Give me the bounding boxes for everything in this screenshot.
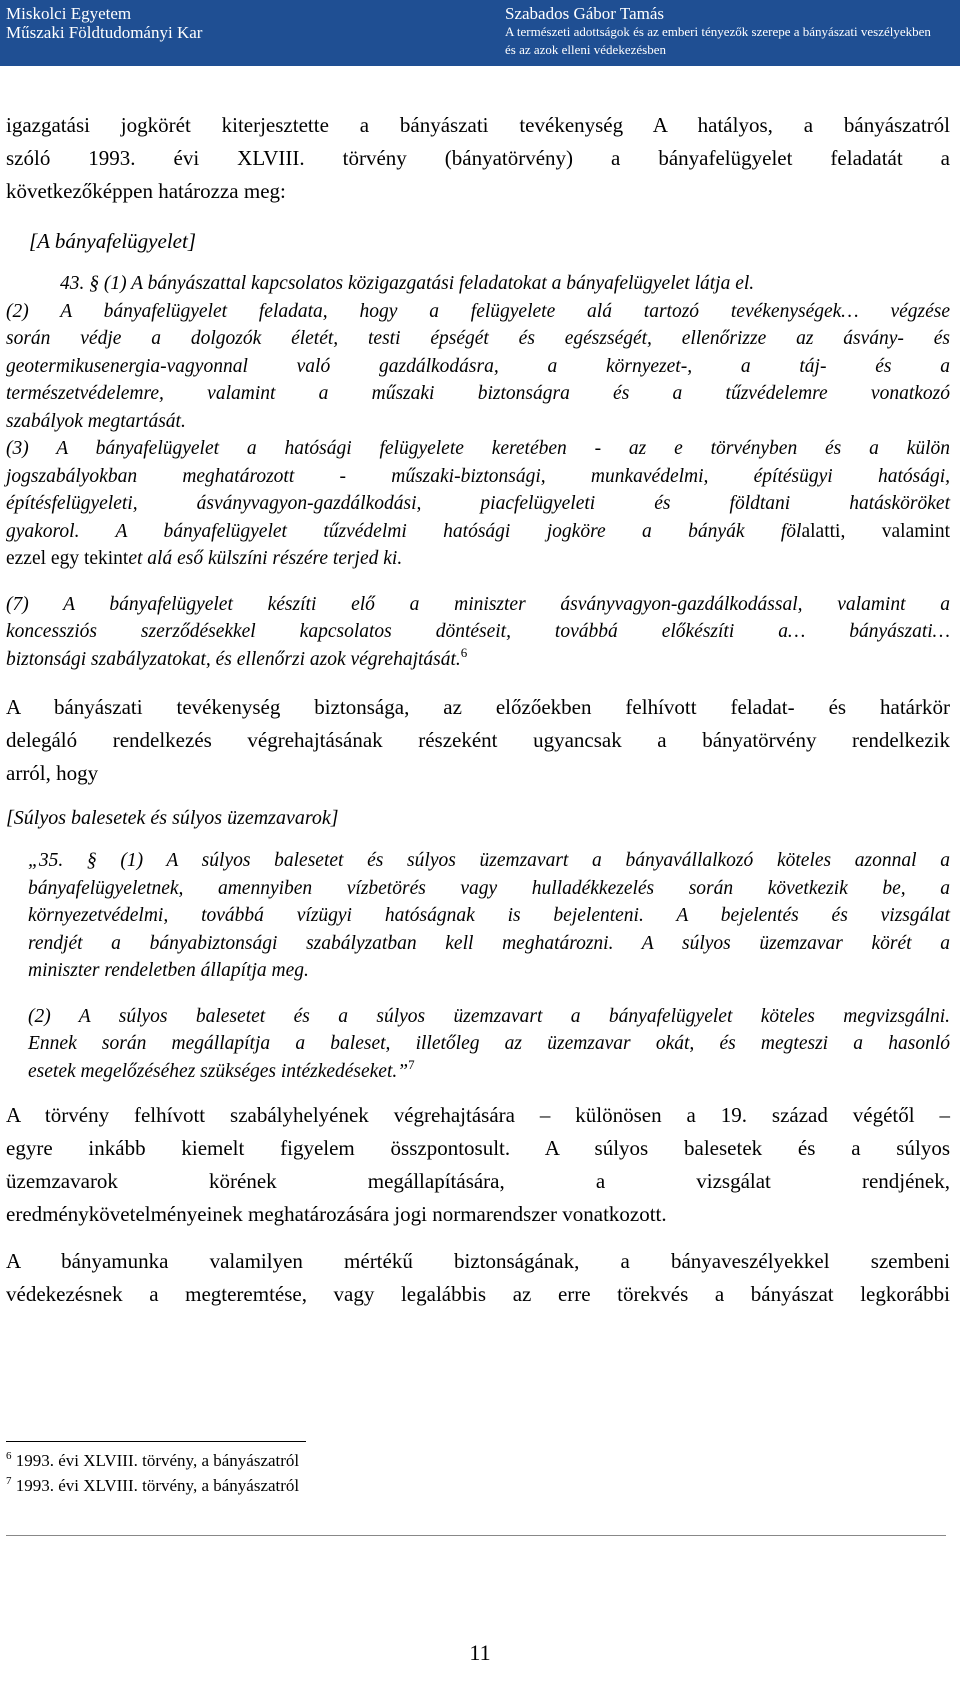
text-line: eredménykövetelményeinek meghatározására jogi normarendszer vonatkozott. <box>6 1202 667 1226</box>
footnotes <box>6 1448 299 1498</box>
page-header <box>0 0 960 66</box>
text-line: A bányamunka valamilyen mértékű biztonságának, a bányaveszélyekkel szembeni <box>6 1249 950 1273</box>
text-line: ezzel egy tekintet alá eső külszíni részére terjed ki. <box>6 548 403 569</box>
header-faculty: Műszaki Földtudományi Kar <box>6 23 203 42</box>
footnote-ref-6[interactable]: 6 <box>460 644 468 660</box>
page-number: 11 <box>469 1640 491 1665</box>
header-title-line-1: A természeti adottságok és az emberi tényezők szerepe a bányászati veszélyekben <box>505 24 931 39</box>
quote-section-35 <box>6 847 950 1085</box>
text-line: igazgatási jogkörét kiterjesztette a bányászati tevékenység A hatályos, a bányászatról <box>6 113 950 137</box>
text-line: (7) A bányafelügyelet készíti elő a miniszter ásványvagyon-gazdálkodással, valamint a <box>6 593 950 615</box>
text-line: (2) A bányafelügyelet feladata, hogy a felügyelete alá tartozó tevékenységek… végzése <box>6 300 950 322</box>
header-university: Miskolci Egyetem <box>6 4 132 23</box>
section-heading-sulyos-balesetek: [Súlyos balesetek és súlyos üzemzavarok] <box>6 807 339 829</box>
text-line: „35. § (1) A súlyos balesetet és súlyos üzemzavart a bányavállalkozó köteles azonnal a <box>28 850 950 871</box>
header-title-line-2: és az azok elleni védekezésben <box>505 42 666 57</box>
text-line: gyakorol. A bányafelügyelet tűzvédelmi hatósági jogköre a bányák fölalatti, valamint <box>6 520 950 542</box>
header-thesis-info <box>505 4 950 59</box>
text-line: miniszter rendeletben állapítja meg. <box>28 960 309 981</box>
text-line: bányafelügyeletnek, amennyiben vízbetörés vagy hulladékkezelés során következik be, a <box>28 877 950 899</box>
paragraph-3 <box>6 1099 950 1231</box>
footer-rule <box>6 1535 946 1536</box>
footnote-number: 7 <box>6 1475 12 1487</box>
text-line: delegáló rendelkezés végrehajtásának részeként ugyancsak a bányatörvény rendelkezik <box>6 728 950 752</box>
footnote-separator <box>6 1441 306 1442</box>
text-line: esetek megelőzéséhez szükséges intézkedéseket.”$^7$ <box>28 1056 415 1082</box>
text-line: környezetvédelmi, továbbá vízügyi hatóságnak is bejelenteni. A bejelentés és vizsgálat <box>28 905 950 926</box>
text-line: egyre inkább kiemelt figyelem összpontosult. A súlyos balesetek és a súlyos <box>6 1136 950 1160</box>
text-line: (3) A bányafelügyelet a hatósági felügyelete keretében - az e törvényben és a külön <box>6 438 950 459</box>
paragraph-4 <box>6 1245 950 1311</box>
page-body <box>6 109 950 1311</box>
section-heading-banyafelugyelet: [A bányafelügyelet] <box>29 229 196 253</box>
header-institution <box>6 4 202 42</box>
text-line: koncessziós szerződésekkel kapcsolatos döntéseit, továbbá előkészíti a… bányászati… <box>6 621 950 642</box>
text-line: során védje a dolgozók életét, testi épségét és egészségét, ellenőrizze az ásvány- és <box>6 328 950 349</box>
text-line: biztonsági szabályzatokat, és ellenőrzi azok végrehajtását.$^6$ <box>6 644 468 670</box>
footnote-6 <box>6 1448 299 1473</box>
text-line: jogszabályokban meghatározott - műszaki-biztonsági, munkavédelmi, építésügyi hatósági, <box>6 465 950 487</box>
text-line: építésfelügyeleti, ásványvagyon-gazdálkodási, piacfelügyeleti és földtani hatásköröket <box>6 493 950 514</box>
text-line: szabályok megtartását. <box>6 410 186 432</box>
paragraph-2 <box>6 691 950 790</box>
text-line: rendjét a bányabiztonsági szabályzatban kell meghatározni. A súlyos üzemzavar körét a <box>28 932 950 954</box>
text-line: üzemzavarok körének megállapítására, a vizsgálat rendjének, <box>6 1169 950 1193</box>
text-line: védekezésnek a megteremtése, vagy legalábbis az erre törekvés a bányászat legkorábbi <box>6 1282 950 1306</box>
text-line: szóló 1993. évi XLVIII. törvény (bányatörvény) a bányafelügyelet feladatát a <box>6 146 950 170</box>
text-line: (2) A súlyos balesetet és a súlyos üzemzavart a bányafelügyelet köteles megvizsgálni. <box>28 1005 950 1027</box>
text-line: 43. § (1) A bányászattal kapcsolatos közigazgatási feladatokat a bányafelügyelet látja el. <box>60 273 755 294</box>
paragraph-1 <box>6 109 950 208</box>
header-author: Szabados Gábor Tamás <box>505 4 665 23</box>
footnote-number: 6 <box>6 1450 12 1462</box>
footnote-ref-7[interactable]: 7 <box>408 1056 415 1072</box>
quote-section-43 <box>6 270 950 673</box>
text-line: geotermikusenergia-vagyonnal való gazdálkodásra, a környezet-, a táj- és a <box>6 355 950 377</box>
footnote-text: 1993. évi XLVIII. törvény, a bányászatról <box>15 1476 300 1495</box>
footnote-7 <box>6 1473 299 1498</box>
text-line: következőképpen határozza meg: <box>6 179 286 203</box>
text-line: A törvény felhívott szabályhelyének végrehajtására – különösen a 19. század végétől – <box>6 1103 950 1127</box>
text-line: természetvédelemre, valamint a műszaki biztonságra és a tűzvédelemre vonatkozó <box>6 383 950 404</box>
text-line: arról, hogy <box>6 761 99 785</box>
footnote-text: 1993. évi XLVIII. törvény, a bányászatról <box>15 1451 300 1470</box>
text-line: Ennek során megállapítja a baleset, illetőleg az üzemzavar okát, és megteszi a hasonló <box>28 1033 950 1054</box>
text-line: A bányászati tevékenység biztonsága, az előzőekben felhívott feladat- és határkör <box>6 695 950 719</box>
